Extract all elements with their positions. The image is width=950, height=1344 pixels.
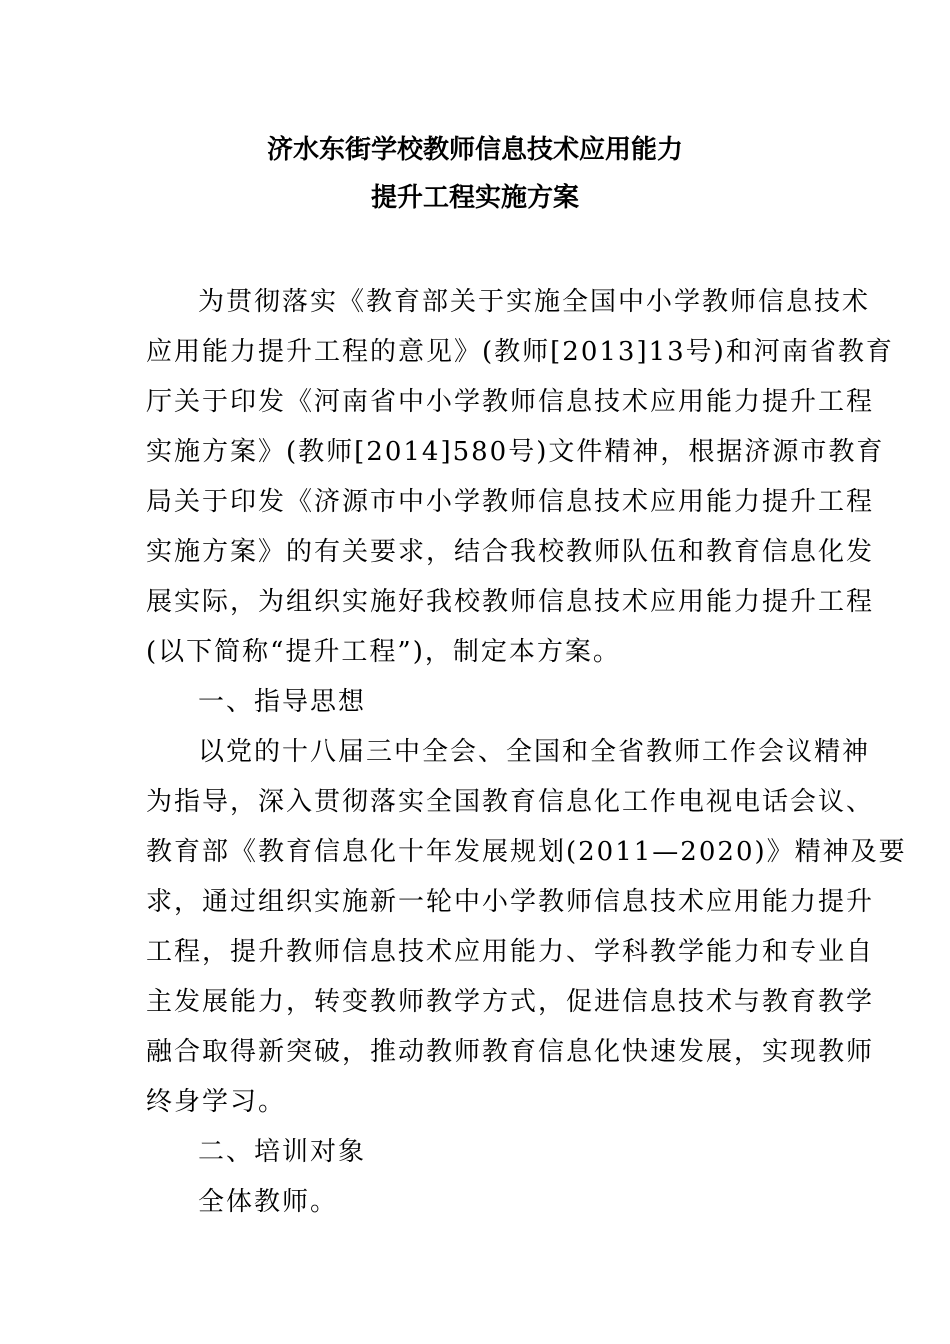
- section-heading: 一、指导思想: [198, 687, 367, 717]
- paragraph-line: 工程，提升教师信息技术应用能力、学科教学能力和专业自: [146, 937, 875, 967]
- section-heading: 二、培训对象: [198, 1137, 367, 1167]
- document-title-line-2: 提升工程实施方案: [370, 183, 579, 213]
- paragraph-line: 终身学习。: [146, 1087, 287, 1117]
- paragraph-line: 实施方案》的有关要求，结合我校教师队伍和教育信息化发: [146, 537, 875, 567]
- paragraph-line: 展实际，为组织实施好我校教师信息技术应用能力提升工程: [146, 587, 875, 617]
- document-title-line-1: 济水东街学校教师信息技术应用能力: [266, 135, 683, 165]
- paragraph-line: (以下简称“提升工程”)，制定本方案。: [146, 637, 621, 667]
- paragraph-line: 厅关于印发《河南省中小学教师信息技术应用能力提升工程: [146, 387, 875, 417]
- paragraph-line: 融合取得新突破，推动教师教育信息化快速发展，实现教师: [146, 1037, 875, 1067]
- paragraph-line: 局关于印发《济源市中小学教师信息技术应用能力提升工程: [146, 487, 875, 517]
- paragraph-line: 以党的十八届三中全会、全国和全省教师工作会议精神: [198, 737, 871, 767]
- paragraph-line: 全体教师。: [198, 1187, 339, 1217]
- paragraph-line: 求，通过组织实施新一轮中小学教师信息技术应用能力提升: [146, 887, 875, 917]
- paragraph-line: 为指导，深入贯彻落实全国教育信息化工作电视电话会议、: [146, 787, 875, 817]
- paragraph-line: 为贯彻落实《教育部关于实施全国中小学教师信息技术: [198, 287, 871, 317]
- paragraph-line: 主发展能力，转变教师教学方式，促进信息技术与教育教学: [146, 987, 875, 1017]
- paragraph-line: 实施方案》(教师[2014]580号)文件精神，根据济源市教育: [146, 437, 885, 467]
- paragraph-line: 应用能力提升工程的意见》(教师[2013]13号)和河南省教育: [146, 337, 894, 367]
- paragraph-line: 教育部《教育信息化十年发展规划(2011—2020)》精神及要: [146, 837, 907, 867]
